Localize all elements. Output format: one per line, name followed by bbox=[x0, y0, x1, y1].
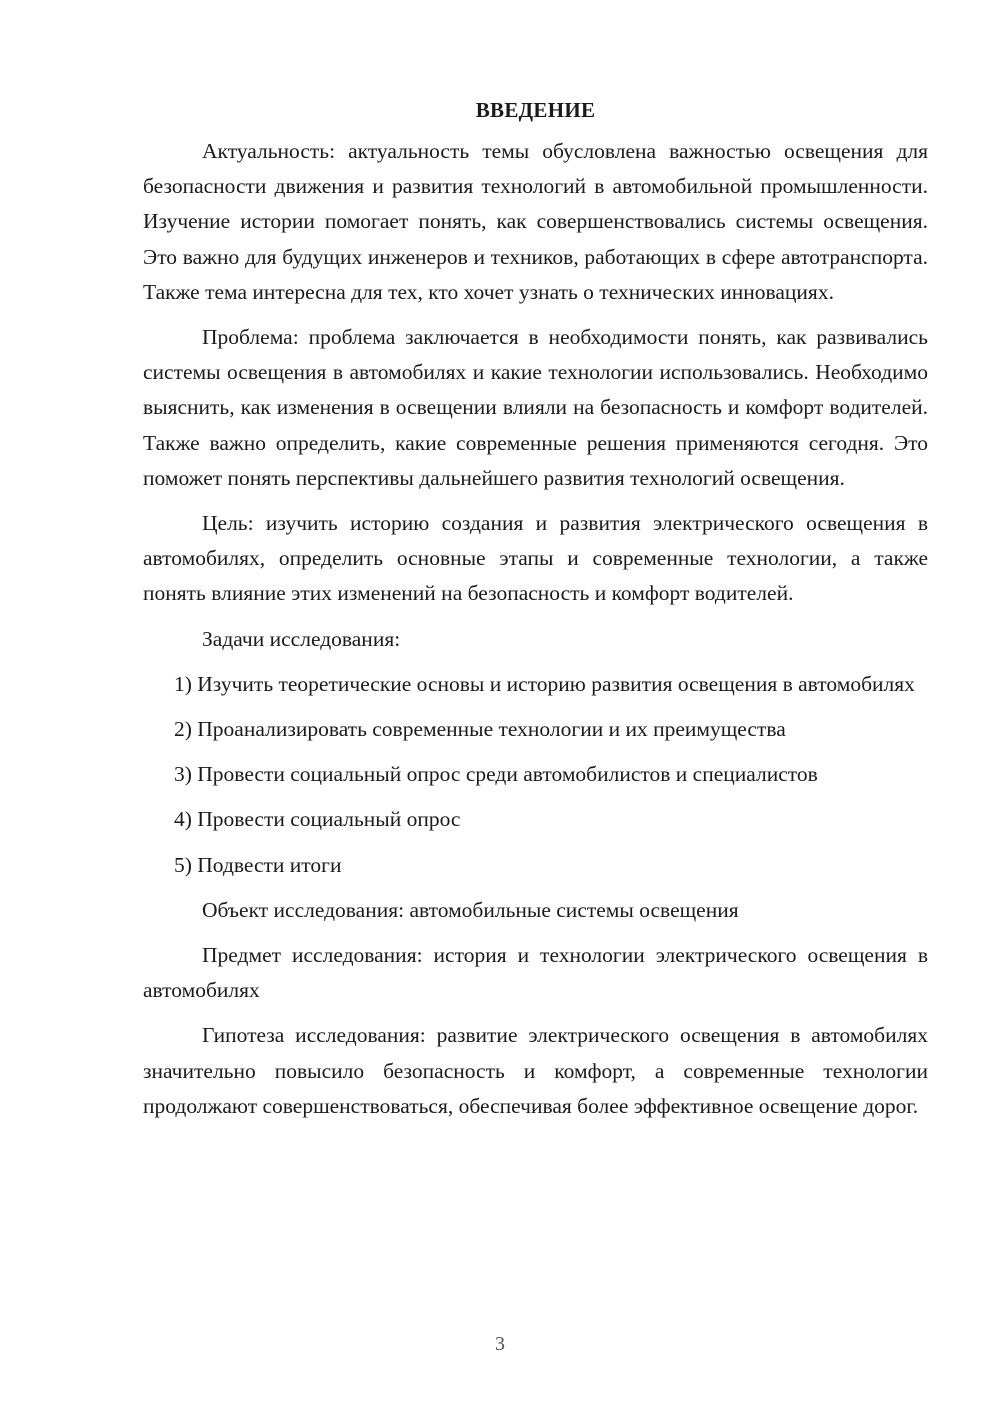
section-title: ВВЕДЕНИЕ bbox=[475, 98, 596, 122]
task-item-1: 1) Изучить теоретические основы и историю развития освещения в автомобилях bbox=[174, 671, 915, 696]
document-page bbox=[143, 96, 928, 1134]
task-item-3: 3) Провести социальный опрос среди автомобилистов и специалистов bbox=[174, 762, 818, 787]
task-item-4: 4) Провести социальный опрос bbox=[174, 807, 461, 832]
object-paragraph: Объект исследования: автомобильные системы освещения bbox=[202, 897, 739, 922]
problem-paragraph: Проблема: проблема заключается в необходимости понять, как развивались системы освещения в автомобилях и какие технологии использовались. Необходимо выяснить, как изменения в освещении влияли на безопасность и комфорт водителей. Также важно определить, какие современные решения применяются сегодня. Это поможет понять перспективы дальнейшего развития технологий освещения. bbox=[143, 325, 928, 490]
task-item-5: 5) Подвести итоги bbox=[174, 852, 342, 877]
hypothesis-paragraph: Гипотеза исследования: развитие электрического освещения в автомобилях значительно повысило безопасность и комфорт, а современные технологии продолжают совершенствоваться, обеспечивая более эффективное освещение дорог. bbox=[143, 1023, 928, 1118]
relevance-paragraph: Актуальность: актуальность темы обусловлена важностью освещения для безопасности движения и развития технологий в автомобильной промышленности. Изучение истории помогает понять, как совершенствовались системы освещения. Это важно для будущих инженеров и техников, работающих в сфере автотранспорта. Также тема интересна для тех, кто хочет узнать о технических инновациях. bbox=[143, 139, 928, 304]
goal-paragraph: Цель: изучить историю создания и развития электрического освещения в автомобилях, определить основные этапы и современные технологии, а также понять влияние этих изменений на безопасность и комфорт водителей. bbox=[143, 511, 928, 606]
subject-paragraph: Предмет исследования: история и технологии электрического освещения в автомобилях bbox=[143, 943, 928, 1003]
page-number: 3 bbox=[495, 1333, 505, 1355]
task-item-2: 2) Проанализировать современные технологии и их преимущества bbox=[174, 717, 786, 742]
tasks-heading: Задачи исследования: bbox=[202, 626, 401, 651]
